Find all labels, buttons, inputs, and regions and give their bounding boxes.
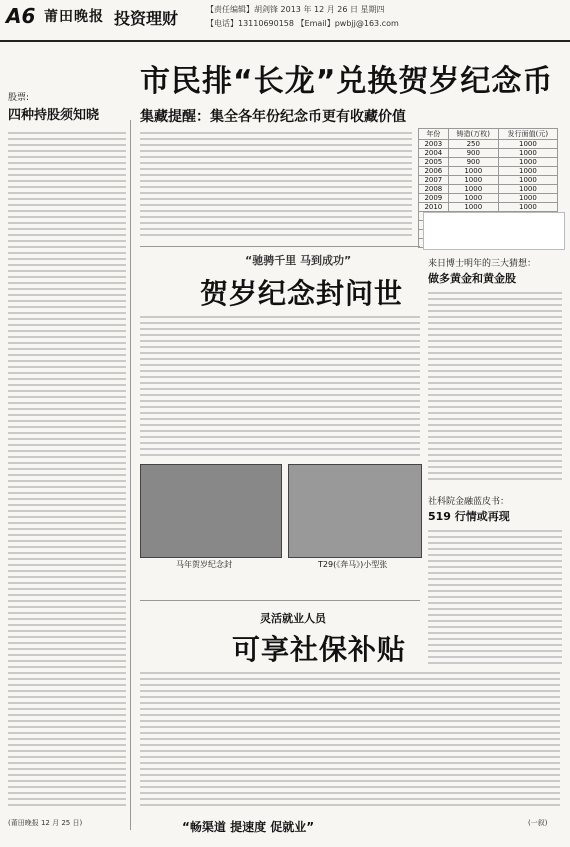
table-cell: 1000 (498, 194, 557, 203)
table-cell: 1000 (448, 176, 498, 185)
table-cell: 2003 (419, 140, 449, 149)
table-header-cell: 铸造(万枚) (448, 129, 498, 140)
second-article-body (140, 312, 420, 460)
page-number: A6 (6, 4, 36, 28)
photo-caption-left: 马年贺岁纪念封 (176, 560, 232, 569)
coin-stamp-image (423, 212, 565, 250)
table-cell: 1000 (448, 194, 498, 203)
table-cell: 900 (448, 149, 498, 158)
table-row (419, 176, 558, 185)
second-headline: 贺岁纪念封问世 (200, 277, 404, 310)
table-cell: 1000 (498, 203, 557, 212)
main-article-body (140, 128, 412, 238)
table-header-cell: 年份 (419, 129, 449, 140)
table-row (419, 194, 558, 203)
left-article-title: 四种持股须知晓 (8, 108, 100, 123)
second-kicker: “驰骋千里 马到成功” (245, 254, 352, 267)
table-header-cell: 发行面值(元) (498, 129, 557, 140)
galloping-horse-stamp-photo (288, 464, 422, 558)
table-cell: 1000 (498, 158, 557, 167)
table-cell: 2007 (419, 176, 449, 185)
table-row (419, 167, 558, 176)
third-article-body (140, 668, 560, 810)
horse-envelope-photo (140, 464, 282, 558)
table-row (419, 158, 558, 167)
editor-meta: 【责任编辑】胡剑锋 2013 年 12 月 26 日 星期四 (206, 5, 385, 14)
right-story1-kicker: 来日博士明年的三大猜想： (428, 259, 537, 269)
table-cell: 1000 (448, 185, 498, 194)
table-cell: 1000 (498, 167, 557, 176)
third-kicker: 灵活就业人员 (260, 612, 326, 625)
table-cell: 2009 (419, 194, 449, 203)
table-cell: 2004 (419, 149, 449, 158)
left-kicker: 股票: (8, 93, 30, 103)
table-cell: 1000 (448, 167, 498, 176)
main-subhead: 集藏提醒：集全各年份纪念币更有收藏价值 (140, 109, 406, 125)
table-cell: 1000 (498, 176, 557, 185)
table-cell: 2006 (419, 167, 449, 176)
photo-caption-right: T29(《奔马》)小型张 (318, 560, 388, 569)
right-footnote: (一叙) (528, 819, 548, 827)
right-story2-body (428, 526, 562, 666)
left-footnote: (莆田晚报 12 月 25 日) (8, 819, 83, 827)
table-row (419, 203, 558, 212)
right-story2-kicker: 社科院金融蓝皮书： (428, 497, 510, 507)
left-article-body (8, 128, 126, 810)
table-cell: 1000 (448, 203, 498, 212)
table-cell: 250 (448, 140, 498, 149)
table-cell: 2008 (419, 185, 449, 194)
table-cell: 1000 (498, 149, 557, 158)
section-divider (140, 246, 420, 247)
paper-logo: 莆田晚报 (44, 9, 104, 25)
table-row (419, 185, 558, 194)
column-divider (130, 120, 131, 830)
footer-slogan: “畅渠道 提速度 促就业” (182, 820, 315, 834)
section-divider (140, 600, 420, 601)
table-cell: 1000 (498, 140, 557, 149)
table-cell: 2005 (419, 158, 449, 167)
coin-table-header (419, 129, 558, 140)
main-headline: 市民排“长龙”兑换贺岁纪念币 (140, 64, 554, 99)
third-headline: 可享社保补贴 (232, 633, 407, 666)
right-story1-title: 做多黄金和黄金股 (428, 272, 516, 285)
right-story2-title: 519 行情或再现 (428, 510, 510, 523)
table-row (419, 149, 558, 158)
table-row (419, 140, 558, 149)
table-cell: 900 (448, 158, 498, 167)
table-cell: 1000 (498, 185, 557, 194)
contact-meta: 【电话】13110690158 【Email】pwbjj@163.com (206, 19, 399, 28)
section-title: 投资理财 (114, 9, 179, 28)
right-story1-body (428, 288, 562, 484)
table-cell: 2010 (419, 203, 449, 212)
